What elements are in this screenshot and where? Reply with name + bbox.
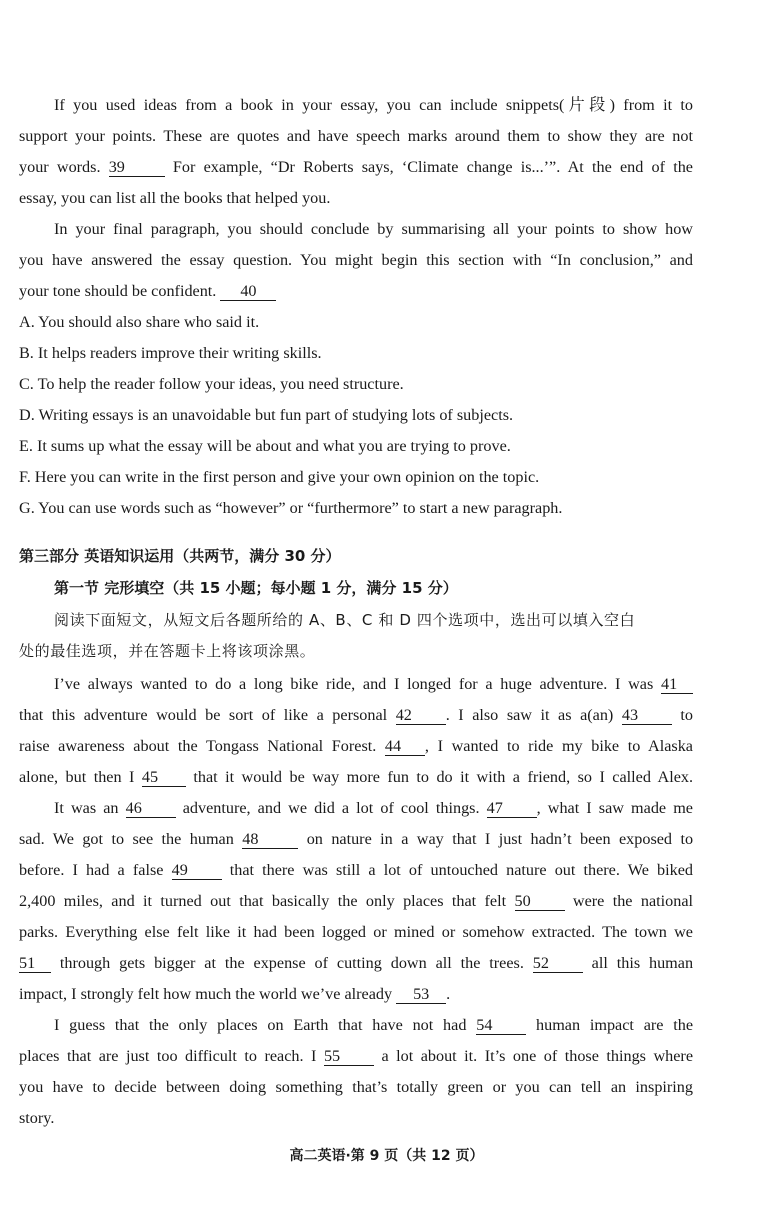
text-run: impact, I strongly felt how much the world we’ve already [19,985,393,1003]
option-g: G. You can use words such as “however” or “furthermore” to start a new paragraph. [19,499,563,517]
passage-line: support your points. These are quotes and have speech marks around them to show they are not [19,127,693,145]
blank-46: 46 [126,800,176,818]
text-run: For example, “Dr Roberts says, ‘Climate change is...’”. At the end of the [172,158,693,176]
cloze-line [54,1015,693,1035]
cloze-line [19,829,693,849]
text-run: It was an [54,799,119,817]
text-run: I’ve always wanted to do a long bike ride, and I longed for a huge adventure. I was [54,675,654,693]
text-run: all this human [591,954,694,972]
option-a: A. You should also share who said it. [19,313,260,331]
text-run: through gets bigger at the expense of cutting down all the trees. [59,954,524,972]
cloze-line: you have to decide between doing something that’s totally green or you can tell an inspiring [19,1078,693,1096]
text-run: places that are just too difficult to reach. I [19,1047,317,1065]
blank-55: 55 [324,1048,374,1066]
cloze-line [54,674,693,694]
option-f: F. Here you can write in the first person and give your own opinion on the topic. [19,468,540,486]
text-run: were the national [572,892,694,910]
text-run: . [446,985,451,1003]
blank-54: 54 [476,1017,526,1035]
blank-40: 40 [220,283,276,301]
passage-line: If you used ideas from a book in your essay, you can include snippets(片段) from it to [54,96,693,114]
option-e: E. It sums up what the essay will be about and what you are trying to prove. [19,437,511,455]
blank-39: 39 [109,159,165,177]
instructions-line: 阅读下面短文，从短文后各题所给的 A、B、C 和 D 四个选项中，选出可以填入空白 [54,611,636,629]
text-run: . I also saw it as a(an) [445,706,614,724]
text-run: that it would be way more fun to do it with a friend, so I called Alex. [193,768,694,786]
text-run: on nature in a way that I just hadn’t been exposed to [306,830,694,848]
blank-53: 53 [396,986,446,1004]
cloze-line [19,736,693,756]
text-run: your words. [19,158,101,176]
blank-49: 49 [172,862,222,880]
text-run: , I wanted to ride my bike to Alaska [424,737,693,755]
cloze-line [19,860,693,880]
blank-41: 41 [661,676,693,694]
text-run: I guess that the only places on Earth that have not had [54,1016,467,1034]
passage-line: you have answered the essay question. You might begin this section with “In conclusion,” and [19,251,693,269]
text-run: a lot about it. It’s one of those things where [381,1047,694,1065]
passage-line: essay, you can list all the books that helped you. [19,189,331,207]
cloze-line [19,953,693,973]
text-run: your tone should be confident. [19,282,217,300]
text-run: raise awareness about the Tongass National Forest. [19,737,377,755]
blank-43: 43 [622,707,672,725]
text-run: 2,400 miles, and it turned out that basically the only places that felt [19,892,507,910]
cloze-line [19,984,693,1004]
text-run: before. I had a false [19,861,164,879]
text-run: that there was still a lot of untouched nature out there. We biked [229,861,694,879]
text-run: alone, but then I [19,768,135,786]
blank-51: 51 [19,955,51,973]
cloze-line [19,767,693,787]
option-c: C. To help the reader follow your ideas, you need structure. [19,375,404,393]
cloze-line [19,705,693,725]
option-b: B. It helps readers improve their writing skills. [19,344,322,362]
blank-50: 50 [515,893,565,911]
text-run: , what I saw made me [536,799,693,817]
part3-title: 第三部分 英语知识运用（共两节，满分 30 分） [19,547,341,565]
blank-42: 42 [396,707,446,725]
passage-line: In your final paragraph, you should conclude by summarising all your points to show how [54,220,693,238]
text-run: that this adventure would be sort of like a personal [19,706,388,724]
instructions-line: 处的最佳选项，并在答题卡上将该项涂黑。 [19,642,316,660]
text-run: adventure, and we did a lot of cool things. [182,799,480,817]
passage-line [19,281,693,301]
cloze-line [19,891,693,911]
cloze-line: story. [19,1109,55,1127]
cloze-line [54,798,693,818]
text-run: human impact are the [536,1016,694,1034]
cloze-line: parks. Everything else felt like it had been logged or mined or somehow extracted. The town we [19,923,693,941]
page-footer: 高二英语·第 9 页（共 12 页） [289,1148,484,1164]
option-d: D. Writing essays is an unavoidable but fun part of studying lots of subjects. [19,406,514,424]
text-run: to [680,706,694,724]
passage-line [19,157,693,177]
blank-45: 45 [142,769,186,787]
blank-48: 48 [242,831,298,849]
text-run: sad. We got to see the human [19,830,234,848]
cloze-line [19,1046,693,1066]
blank-44: 44 [385,738,425,756]
blank-52: 52 [533,955,583,973]
section1-title: 第一节 完形填空（共 15 小题；每小题 1 分，满分 15 分） [54,579,458,597]
blank-47: 47 [487,800,537,818]
